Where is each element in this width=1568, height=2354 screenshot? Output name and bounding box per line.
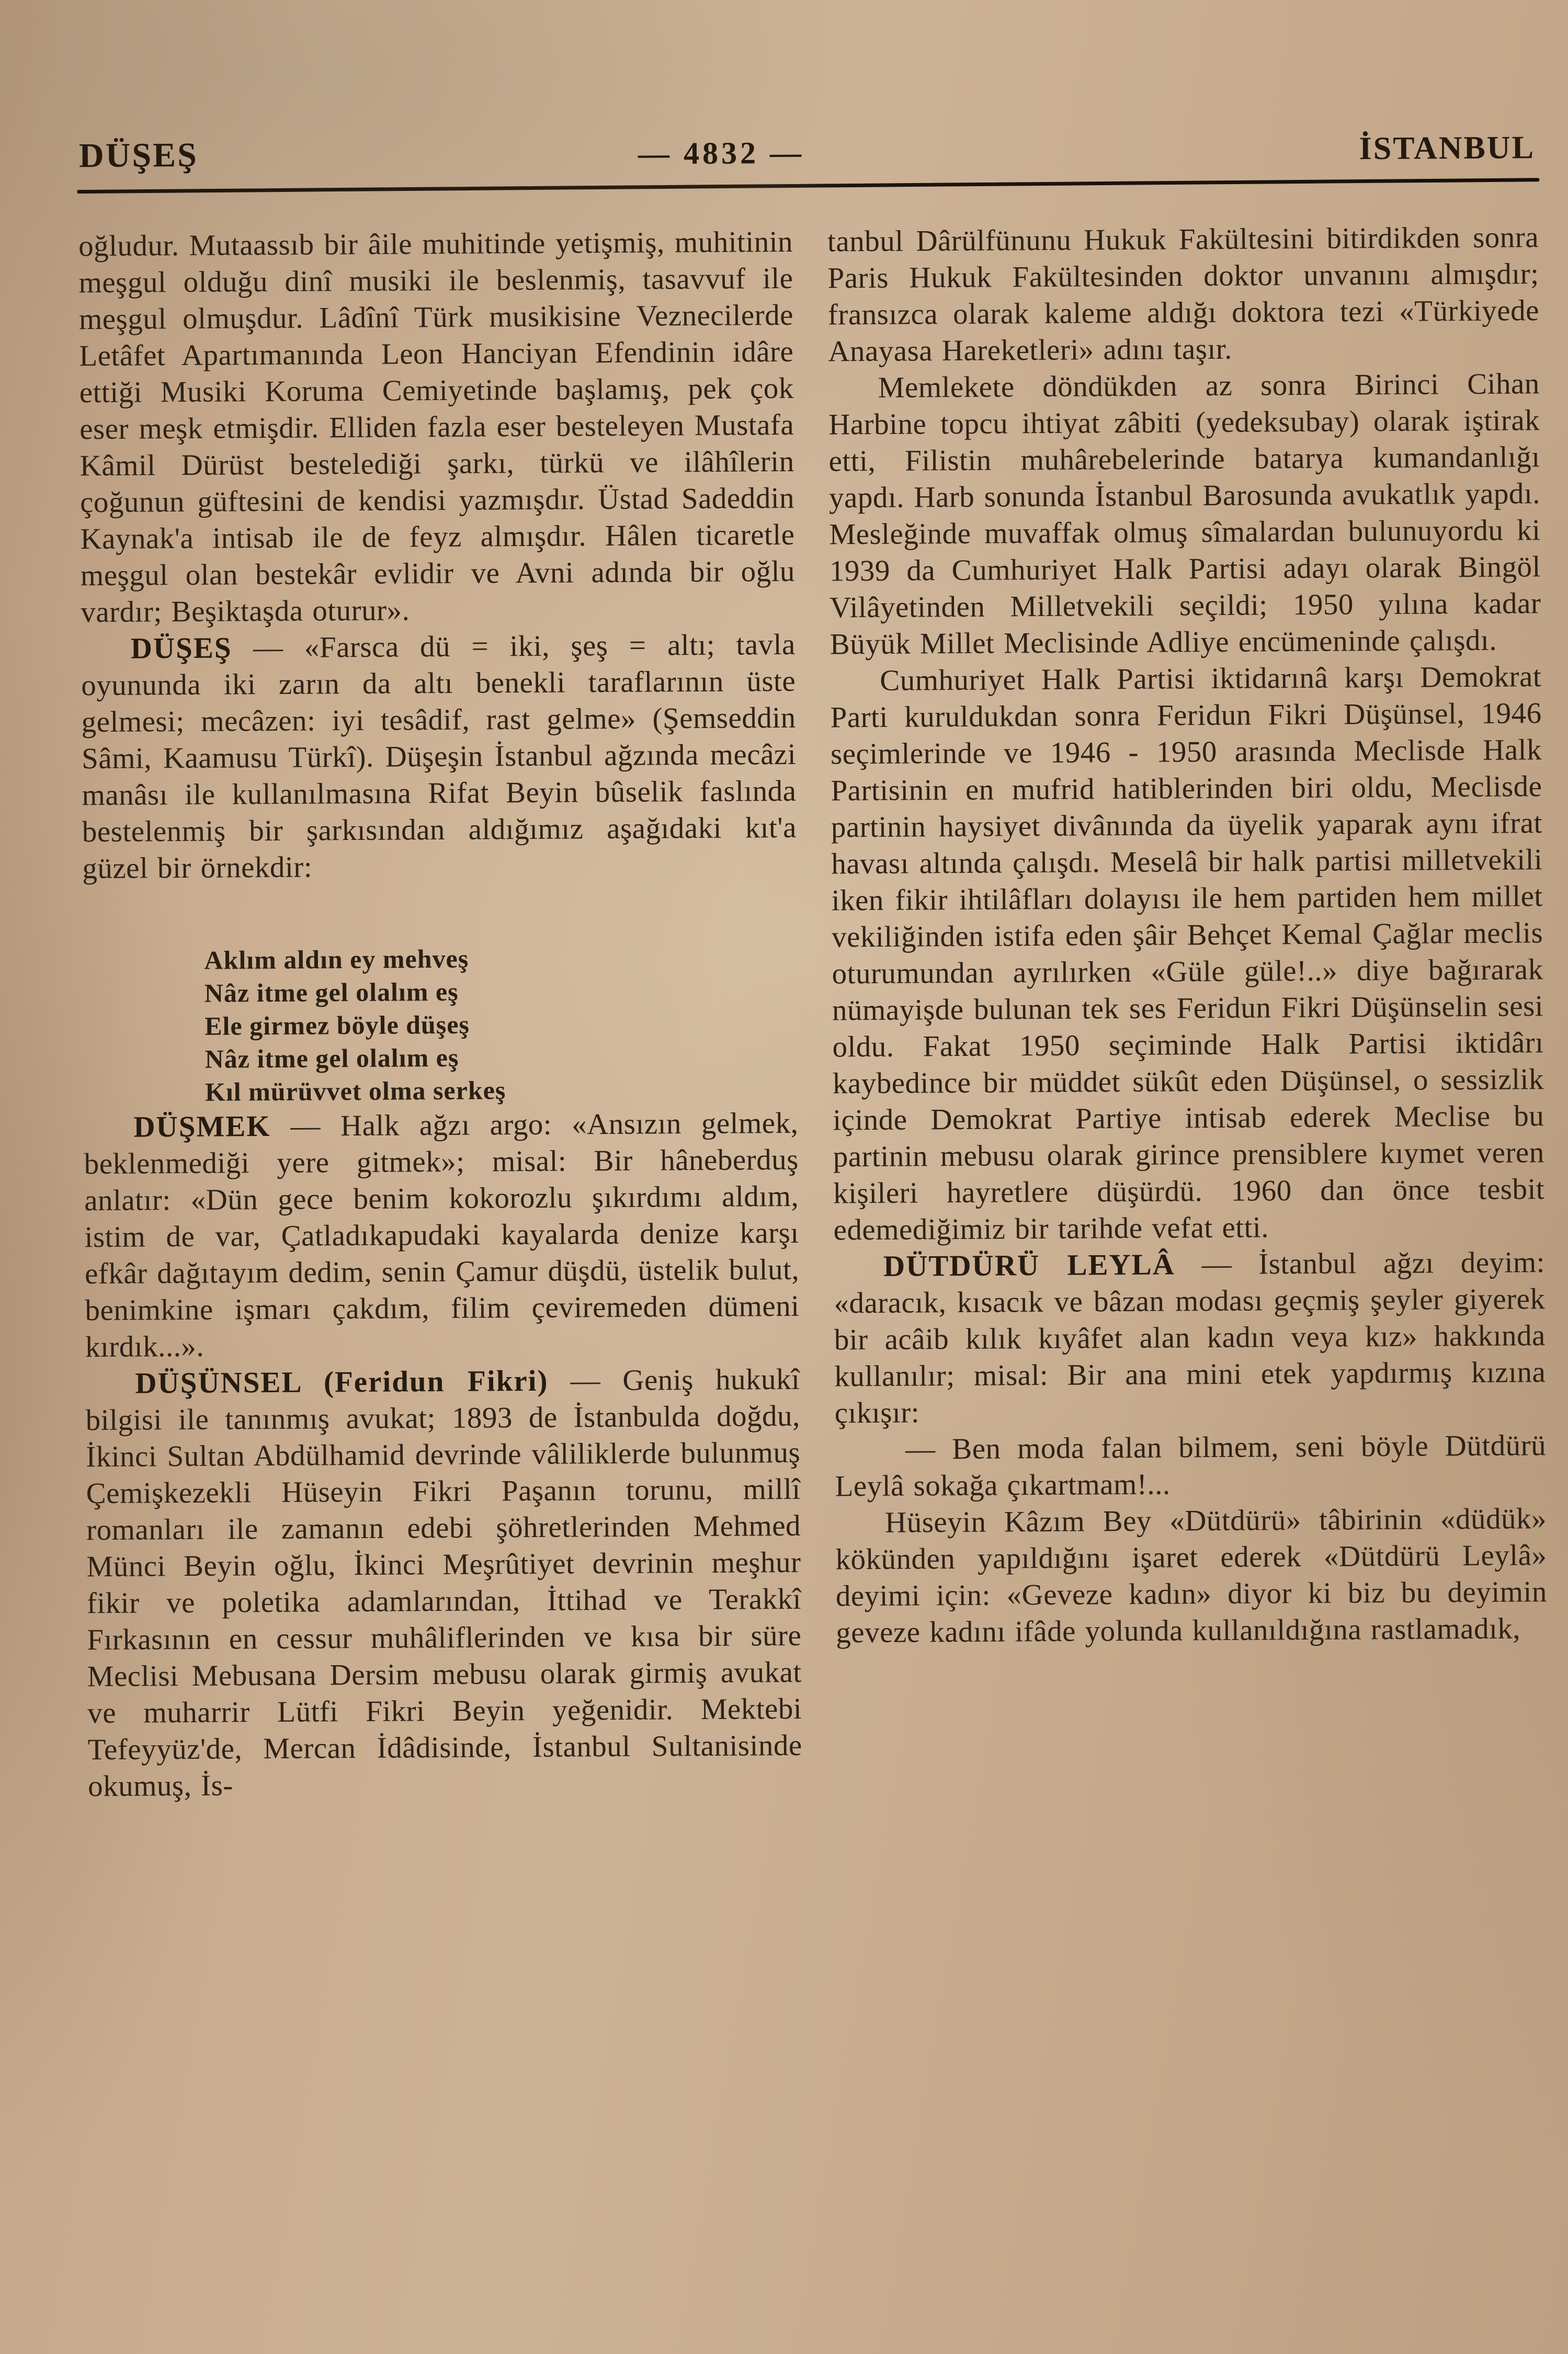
poem-line: Kıl mürüvvet olma serkeş xyxy=(204,1075,506,1107)
poem-line: Ele girmez böyle düşeş xyxy=(204,1009,470,1041)
entry-headword: DÜŞÜNSEL (Feridun Fikri) xyxy=(135,1364,549,1400)
entry-headword: DÜTDÜRÜ LEYLÂ xyxy=(883,1248,1176,1283)
poem-line: Nâz itme gel olalım eş xyxy=(204,976,459,1008)
entry-dutduru-leyla xyxy=(834,1244,1546,1431)
paragraph-continuation xyxy=(78,224,796,631)
header-section-title: İSTANBUL xyxy=(1359,130,1536,167)
poem-line: Aklım aldın ey mehveş xyxy=(204,943,469,975)
entry-duses xyxy=(81,627,797,887)
paragraph-text: Memlekete döndükden az sonra Birinci Cihan Harbine topcu ihtiyat zâbiti (yedeksubay) olarak iştirak etti, Filistin muhârebelerinde batarya kumandanlığı yapdı. Harb sonunda İstanbul Barosunda avukatlık yapdı. Mesleğinde muvaffak olmuş sîmalardan bulunuyordu ki 1939 da Cumhuriyet Halk Partisi adayı olarak Bingöl Vilâyetinden Milletvekili seçildi; 1950 yılına kadar Büyük Millet Meclisinde Adliye encümeninde çalışdı. xyxy=(828,367,1541,661)
paragraph-text: tanbul Dârülfünunu Hukuk Fakültesini bitirdikden sonra Paris Hukuk Fakültesinden doktor unvanını almışdır; fransızca olarak kaleme aldığı doktora tezi «Türkiyede Anayasa Hareketleri» adını taşır. xyxy=(827,221,1540,368)
left-column xyxy=(78,224,802,1805)
entry-dusmek xyxy=(84,1105,800,1366)
entry-headword: DÜŞMEK xyxy=(133,1110,271,1144)
entry-dusunsel xyxy=(85,1361,802,1805)
entry-body: — Halk ağzı argo: «Ansızın gelmek, beklenmediği yere gitmek»; misal: Bir hâneberduş anlatır: «Dün gece benim kokorozlu şıkırdımı aldım, istim de var, Çatladıkapudaki kayalarda denize karşı efkâr dağıtayım dedim, senin Çamur düşdü, üstelik bulut, benimkine işmarı çakdım, filim çeviremeden dümeni kırdık...». xyxy=(84,1106,800,1364)
entry-body: — Geniş hukukî bilgisi ile tanınmış avukat; 1893 de İstanbulda doğdu, İkinci Sultan Abdülhamid devrinde vâliliklerde bulunmuş Çemişkezekli Hüseyin Fikri Paşanın torunu, millî romanları ile zamanın edebi şöhretlerinden Mehmed Münci Beyin oğlu, İkinci Meşrûtiyet devrinin meşhur fikir ve poletika adamlarından, İttihad ve Terakkî Fırkasının en cessur muhâliflerinden ve kısa bir süre Meclisi Mebusana Dersim mebusu olarak girmiş avukat ve muharrir Lütfi Fikri Beyin yeğenidir. Mektebi Tefeyyüz'de, Mercan İdâdisinde, İstanbul Sultanisinde okumuş, İs- xyxy=(85,1362,802,1803)
poem-stanza xyxy=(204,940,798,1109)
right-column xyxy=(827,219,1548,1651)
paragraph-text: oğludur. Mutaassıb bir âile muhitinde yetişmiş, muhitinin meşgul olduğu dinî musiki ile beslenmiş, tasavvuf ile meşgul olmuşdur. Lâdînî Türk musikisine Veznecilerde Letâfet Apartımanında Leon Hanciyan Efendinin idâre ettiği Musiki Koruma Cemiyetinde başlamış, pek çok eser meşk etmişdir. Elliden fazla eser besteleyen Mustafa Kâmil Dürüst bestelediği şarkı, türkü ve ilâhîlerin çoğunun güftesini de kendisi yazmışdır. Üstad Sadeddin Kaynak'a intisab ile de feyz almışdır. Hâlen ticaretle meşgul olan bestekâr evlidir ve Avni adında bir oğlu vardır; Beşiktaşda oturur». xyxy=(78,225,796,629)
header-entry-word: DÜŞEŞ xyxy=(78,135,199,175)
entry-body: — «Farsca dü = iki, şeş = altı; tavla oyununda iki zarın da altı benekli taraflarının üste gelmesi; mecâzen: iyi tesâdif, rast gelme» (Şemseddin Sâmi, Kaamusu Türkî). Düşeşin İstanbul ağzında mecâzi manâsı ile kullanılmasına Rifat Beyin bûselik faslında bestelenmiş bir şarkısından aldığımız aşağıdaki kıt'a güzel bir örnekdir: xyxy=(81,628,797,885)
poem-line: Nâz itme gel olalım eş xyxy=(204,1042,459,1074)
dialogue-line xyxy=(835,1427,1547,1505)
page-number: — 4832 — xyxy=(638,135,805,171)
paragraph-text: — Ben moda falan bilmem, seni böyle Dütdürü Leylâ sokağa çıkartmam!... xyxy=(835,1429,1547,1503)
header-rule xyxy=(77,178,1539,194)
paragraph xyxy=(830,658,1545,1248)
paragraph xyxy=(828,366,1541,663)
entry-body: — İstanbul ağzı deyim: «daracık, kısacık ve bâzan modası geçmiş şeyler giyerek bir acâib kılık kıyâfet alan kadın veya kız» hakkında kullanılır; misal: Bir ana mini etek yapdırmış kızına çıkışır: xyxy=(834,1246,1546,1430)
paragraph-continuation xyxy=(827,219,1540,370)
entry-headword: DÜŞEŞ xyxy=(130,631,232,665)
paragraph-text: Hüseyin Kâzım Bey «Dütdürü» tâbirinin «düdük» kökünden yapıldığını işaret ederek «Dütdürü Leylâ» deyimi için: «Geveze kadın» diyor ki biz bu deyimin geveze kadını ifâde yolunda kullanıldığına rastlamadık, xyxy=(835,1502,1548,1650)
paragraph xyxy=(835,1500,1548,1651)
paragraph-text: Cumhuriyet Halk Partisi iktidarınâ karşı Demokrat Parti kuruldukdan sonra Feridun Fikri Düşünsel, 1946 seçimlerinde ve 1946 - 1950 arasında Meclisde Halk Partisinin en mufrid hatiblerinden biri oldu, Meclisde partinin haysiyet divânında da üyelik yaparak aynı ifrat havası altında çalışdı. Meselâ bir halk partisi milletvekili iken fikir ihtilâfları dolayısı ile hem partiden hem millet vekiliğinden istifa eden şâir Behçet Kemal Çağlar meclis oturumundan ayrılırken «Güle güle!..» diye bağırarak nümayişde bulunan tek ses Feridun Fikri Düşünselin sesi oldu. Fakat 1950 seçiminde Halk Partisi iktidârı kaybedince bir müddet sükût eden Düşünsel, o sessizlik içinde Demokrat Partiye intisab ederek Meclise bu partinin mebusu olarak girince prensiblere kıymet veren kişileri hayretlere düşürdü. 1960 dan önce tesbit edemediğimiz bir tarihde vefat etti. xyxy=(830,660,1545,1247)
